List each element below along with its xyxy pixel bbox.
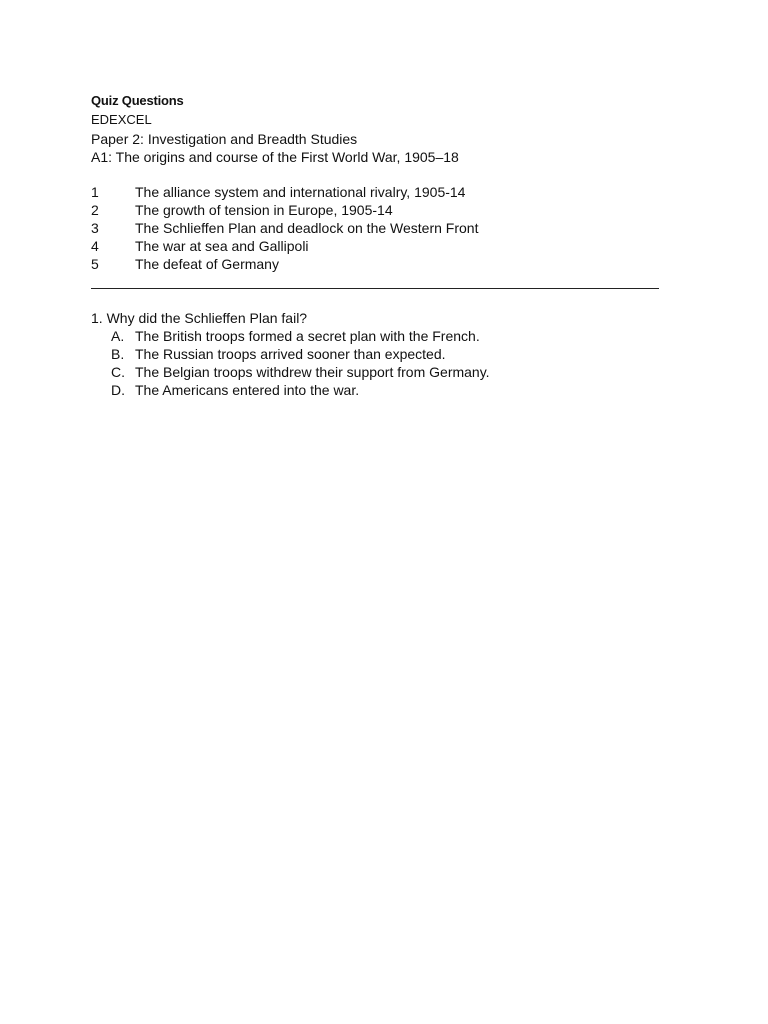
option-letter: C.: [111, 364, 125, 380]
answer-option: [111, 345, 490, 363]
option-letter: B.: [111, 346, 125, 362]
exam-board: EDEXCEL: [91, 112, 152, 127]
topic-number: 2: [91, 202, 99, 218]
option-text: The Americans entered into the war.: [135, 382, 360, 398]
answer-option: [111, 381, 490, 399]
topic-item: [91, 183, 478, 201]
topic-number: 3: [91, 220, 99, 236]
question-text: 1. Why did the Schlieffen Plan fail?: [91, 310, 308, 326]
topic-list: [91, 183, 478, 273]
topic-text: The alliance system and international rivalry, 1905-14: [135, 184, 466, 200]
option-text: The Russian troops arrived sooner than expected.: [135, 346, 446, 362]
option-letter: D.: [111, 382, 125, 398]
topic-number: 4: [91, 238, 99, 254]
unit-title: A1: The origins and course of the First World War, 1905–18: [91, 149, 459, 165]
topic-text: The defeat of Germany: [135, 256, 279, 272]
topic-number: 1: [91, 184, 99, 200]
answer-option: [111, 363, 490, 381]
topic-number: 5: [91, 256, 99, 272]
option-text: The Belgian troops withdrew their support from Germany.: [135, 364, 490, 380]
topic-item: [91, 201, 478, 219]
document-title: Quiz Questions: [91, 93, 184, 108]
topic-item: [91, 237, 478, 255]
topic-item: [91, 219, 478, 237]
topic-item: [91, 255, 478, 273]
option-text: The British troops formed a secret plan with the French.: [135, 328, 480, 344]
topic-text: The growth of tension in Europe, 1905-14: [135, 202, 393, 218]
paper-title: Paper 2: Investigation and Breadth Studies: [91, 131, 358, 147]
option-letter: A.: [111, 328, 125, 344]
topic-text: The Schlieffen Plan and deadlock on the Western Front: [135, 220, 479, 236]
answer-options: [111, 327, 490, 399]
answer-option: [111, 327, 490, 345]
topic-text: The war at sea and Gallipoli: [135, 238, 309, 254]
horizontal-divider: [91, 288, 659, 289]
